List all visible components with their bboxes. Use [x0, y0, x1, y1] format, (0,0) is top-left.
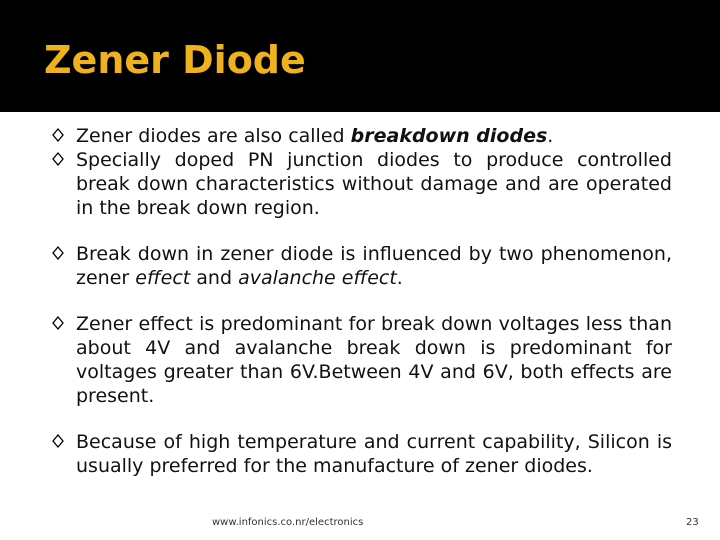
bullet-item: [52, 242, 672, 290]
bullet-list: [52, 124, 672, 478]
bullet-text-end: .: [396, 267, 403, 289]
hollow-diamond-bullet-icon: [52, 128, 64, 142]
hollow-diamond-bullet-icon: [52, 246, 64, 260]
bullet-text-mid: and: [190, 267, 239, 289]
hollow-diamond-bullet-icon: [52, 316, 64, 330]
page-number: 23: [686, 517, 699, 528]
bullet-emphasis: breakdown diodes: [350, 125, 548, 147]
bullet-text: Zener diodes are also called: [76, 125, 351, 147]
bullet-emphasis: avalanche effect: [238, 267, 397, 289]
bullet-item: [52, 312, 672, 408]
bullet-item: [52, 124, 672, 148]
bullet-emphasis: effect: [135, 267, 191, 289]
bullet-item: [52, 148, 672, 220]
bullet-text: Break down in zener diode is influenced by two phenomenon, zener: [76, 243, 672, 289]
bullet-text: Because of high temperature and current capability, Silicon is usually preferred for the manufacture of zener diodes.: [76, 431, 672, 477]
slide-title: Zener Diode: [44, 38, 306, 82]
bullet-text: Specially doped PN junction diodes to produce controlled break down characteristics without damage and are operated in the break down region.: [76, 149, 672, 219]
footer-url: www.infonics.co.nr/electronics: [212, 517, 364, 528]
hollow-diamond-bullet-icon: [52, 152, 64, 166]
bullet-text: Zener effect is predominant for break down voltages less than about 4V and avalanche break down is predominant for voltages greater than 6V.Between 4V and 6V, both effects are present.: [76, 313, 672, 407]
title-bar: [0, 0, 720, 112]
bullet-text-end: .: [547, 125, 554, 147]
bullet-item: [52, 430, 672, 478]
hollow-diamond-bullet-icon: [52, 434, 64, 448]
